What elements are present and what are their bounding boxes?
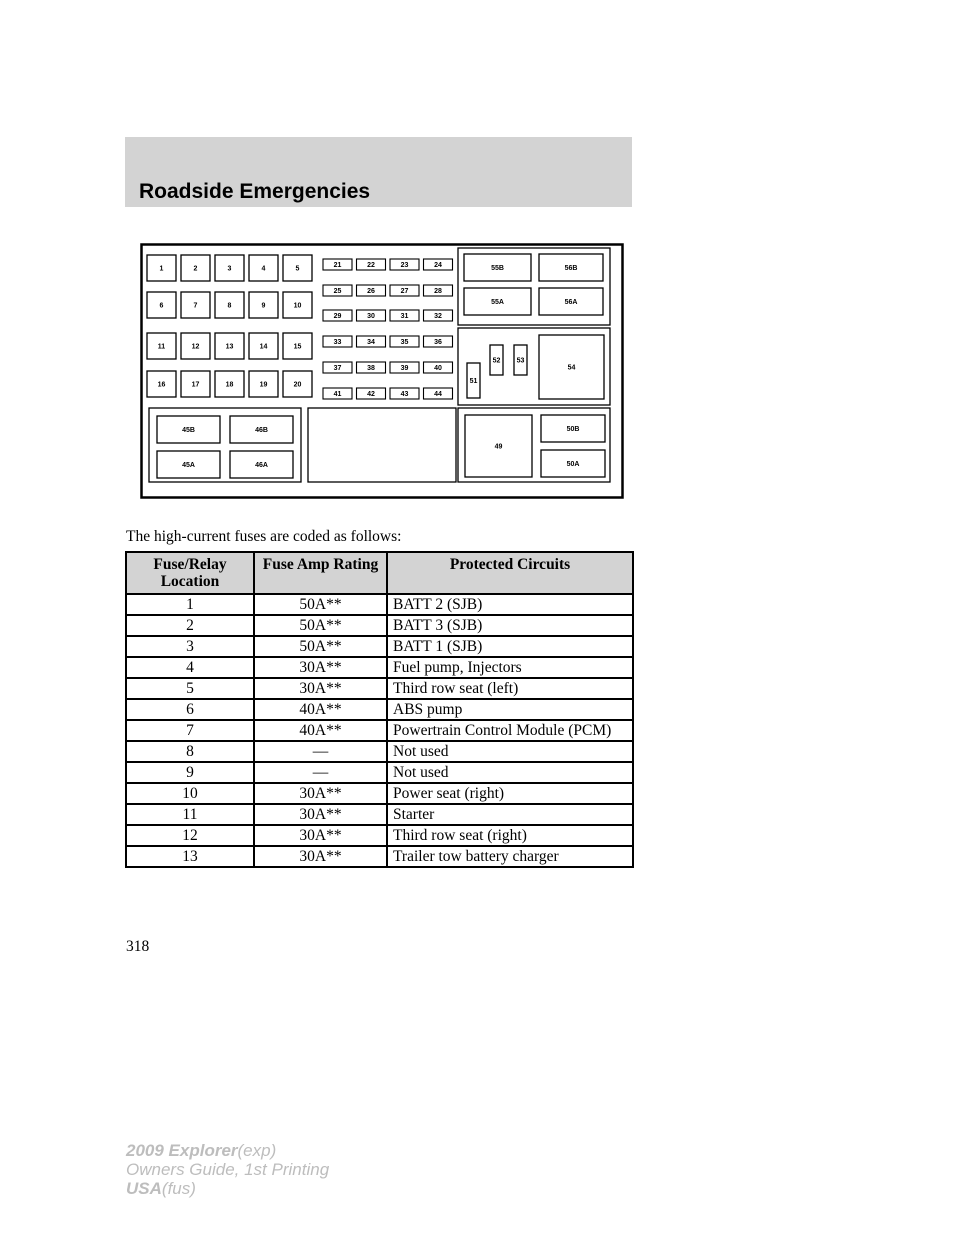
mini-fuse-label: 28 (434, 288, 442, 295)
relay-label: 45B (182, 427, 195, 434)
table-row (126, 762, 633, 783)
relay-label: 46B (255, 427, 268, 434)
mini-fuse-label: 41 (333, 391, 342, 398)
relay-slim-label: 51 (469, 378, 478, 385)
table-row (126, 699, 633, 720)
column-header-location: Fuse/Relay Location (126, 552, 254, 594)
mini-fuse-label: 21 (333, 262, 342, 269)
relay-label: 55A (491, 299, 504, 306)
cell-circuits: ABS pump (387, 699, 633, 720)
cell-rating: 30A** (254, 846, 387, 867)
cell-location: 12 (126, 825, 254, 846)
mini-fuse-label: 35 (400, 339, 409, 346)
mini-fuse-label: 43 (400, 391, 409, 398)
cell-location: 7 (126, 720, 254, 741)
mini-fuse-label: 25 (333, 288, 342, 295)
large-fuse-label: 14 (259, 343, 268, 351)
cell-rating: — (254, 741, 387, 762)
table-row (126, 804, 633, 825)
cell-circuits: Starter (387, 804, 633, 825)
high-current-fuse-table (125, 551, 634, 868)
relay-large-label: 54 (567, 364, 576, 372)
cell-circuits: Third row seat (right) (387, 825, 633, 846)
large-fuse-label: 10 (293, 302, 302, 310)
cell-location: 9 (126, 762, 254, 783)
large-fuse-label: 16 (157, 381, 166, 389)
cell-circuits: BATT 3 (SJB) (387, 615, 633, 636)
mini-fuse-label: 40 (434, 365, 442, 372)
cell-rating: 40A** (254, 720, 387, 741)
cell-location: 5 (126, 678, 254, 699)
cell-circuits: Fuel pump, Injectors (387, 657, 633, 678)
mini-fuse-label: 22 (367, 262, 375, 269)
table-row (126, 636, 633, 657)
section-title: Roadside Emergencies (139, 180, 371, 203)
footer-region-code: (fus) (161, 1179, 196, 1198)
table-row (126, 783, 633, 804)
cell-location: 8 (126, 741, 254, 762)
table-row (126, 657, 633, 678)
page-number: 318 (126, 938, 150, 955)
mini-fuse-label: 39 (400, 365, 409, 372)
large-fuse-label: 11 (157, 343, 166, 351)
cell-rating: 30A** (254, 657, 387, 678)
mini-fuse-label: 27 (400, 288, 409, 295)
mini-fuse-label: 32 (434, 313, 442, 320)
large-fuse-label: 20 (293, 381, 302, 389)
relay-label: 46A (255, 462, 268, 469)
cell-location: 1 (126, 594, 254, 615)
relay-label: 56B (564, 265, 578, 272)
mini-fuse-label: 29 (333, 313, 342, 320)
cell-circuits: BATT 1 (SJB) (387, 636, 633, 657)
relay-slim-label: 53 (516, 357, 525, 365)
table-body (126, 594, 633, 867)
relay-label: 50A (566, 461, 580, 468)
relay-label: 56A (564, 299, 578, 306)
large-fuse-label: 12 (191, 343, 200, 351)
mini-fuse-label: 24 (434, 262, 442, 269)
large-fuse-label: 18 (225, 381, 234, 389)
empty-slot (308, 408, 456, 482)
mini-fuse-label: 37 (333, 365, 342, 372)
cell-rating: 50A** (254, 594, 387, 615)
mini-fuse-label: 42 (367, 391, 375, 398)
cell-rating: 50A** (254, 615, 387, 636)
cell-circuits: Not used (387, 741, 633, 762)
footer-model: 2009 Explorer (126, 1141, 238, 1160)
relay-large-label: 49 (494, 443, 503, 451)
cell-rating: 30A** (254, 825, 387, 846)
mini-fuse-label: 33 (333, 339, 342, 346)
large-fuse-label: 15 (293, 343, 302, 351)
cell-location: 10 (126, 783, 254, 804)
relay-label: 45A (182, 462, 195, 469)
footer-region: USA (126, 1179, 162, 1198)
table-row (126, 741, 633, 762)
large-fuse-label: 4 (261, 265, 266, 273)
intro-text: The high-current fuses are coded as follows: (126, 528, 402, 545)
mini-fuse-label: 38 (367, 365, 375, 372)
document-footer (126, 1141, 329, 1198)
table-row (126, 594, 633, 615)
relay-label: 55B (491, 265, 504, 272)
cell-circuits: Power seat (right) (387, 783, 633, 804)
cell-location: 6 (126, 699, 254, 720)
table-row (126, 615, 633, 636)
cell-circuits: Trailer tow battery charger (387, 846, 633, 867)
footer-model-code: (exp) (237, 1141, 277, 1160)
large-fuse-label: 13 (225, 343, 234, 351)
cell-rating: — (254, 762, 387, 783)
cell-rating: 30A** (254, 804, 387, 825)
cell-location: 2 (126, 615, 254, 636)
large-fuse-label: 1 (159, 265, 164, 273)
cell-rating: 50A** (254, 636, 387, 657)
cell-circuits: Not used (387, 762, 633, 783)
footer-line-region (126, 1179, 329, 1198)
cell-location: 3 (126, 636, 254, 657)
large-fuse-label: 2 (193, 265, 198, 273)
table-row (126, 825, 633, 846)
mini-fuse-label: 26 (367, 288, 375, 295)
cell-circuits: BATT 2 (SJB) (387, 594, 633, 615)
large-fuse-label: 7 (193, 302, 198, 310)
table-row (126, 678, 633, 699)
large-fuse-label: 9 (261, 302, 266, 310)
cell-circuits: Third row seat (left) (387, 678, 633, 699)
mini-fuse-label: 30 (367, 313, 375, 320)
large-fuse-label: 6 (159, 302, 164, 310)
relay-label: 50B (566, 426, 580, 433)
cell-location: 4 (126, 657, 254, 678)
cell-location: 11 (126, 804, 254, 825)
table-row (126, 846, 633, 867)
large-fuse-label: 5 (295, 265, 300, 273)
footer-line-model (126, 1141, 329, 1160)
cell-rating: 40A** (254, 699, 387, 720)
mini-fuse-label: 34 (367, 339, 375, 346)
cell-location: 13 (126, 846, 254, 867)
section-header-band (125, 137, 632, 207)
table-header-row (126, 552, 633, 594)
mini-fuse-label: 23 (400, 262, 409, 269)
mini-fuse-label: 36 (434, 339, 442, 346)
cell-circuits: Powertrain Control Module (PCM) (387, 720, 633, 741)
cell-rating: 30A** (254, 783, 387, 804)
footer-line-edition: Owners Guide, 1st Printing (126, 1160, 330, 1179)
table-row (126, 720, 633, 741)
column-header-rating: Fuse Amp Rating (254, 552, 387, 594)
large-fuse-label: 8 (227, 302, 232, 310)
large-fuse-label: 3 (227, 265, 232, 273)
cell-rating: 30A** (254, 678, 387, 699)
large-fuse-label: 17 (191, 381, 200, 389)
column-header-circuits: Protected Circuits (387, 552, 633, 594)
large-fuse-label: 19 (259, 381, 268, 389)
fuse-box-diagram (140, 243, 624, 499)
mini-fuse-label: 31 (400, 313, 409, 320)
mini-fuse-label: 44 (434, 391, 442, 398)
relay-slim-label: 52 (492, 357, 501, 365)
